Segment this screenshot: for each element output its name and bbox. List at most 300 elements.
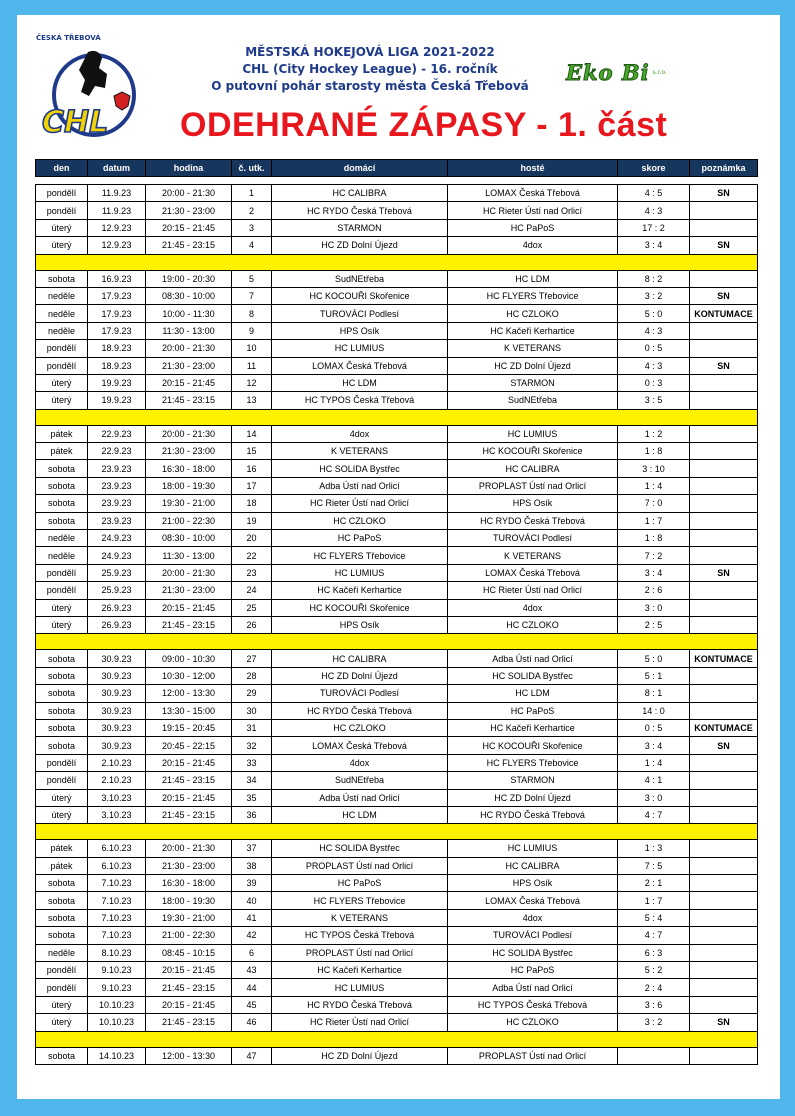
cell-note (690, 754, 758, 771)
cell-note (690, 270, 758, 287)
cell-day: pondělí (36, 185, 88, 202)
column-header-away: hosté (448, 160, 618, 177)
cell-note (690, 789, 758, 806)
cell-away-team: HC CZLOKO (448, 1014, 618, 1031)
cell-match-number: 10 (232, 340, 272, 357)
cell-date: 16.9.23 (88, 270, 146, 287)
cell-match-number: 39 (232, 875, 272, 892)
cell-note (690, 979, 758, 996)
cell-home-team: HC Kačeři Kerhartice (272, 582, 448, 599)
cell-away-team: HC KOCOUŘI Skořenice (448, 443, 618, 460)
column-header-day: den (36, 160, 88, 177)
cell-day: sobota (36, 1047, 88, 1064)
cell-home-team: HC FLYERS Třebovice (272, 547, 448, 564)
column-header-time: hodina (146, 160, 232, 177)
cell-date: 6.10.23 (88, 857, 146, 874)
cell-date: 22.9.23 (88, 443, 146, 460)
table-spacer-row (36, 177, 758, 185)
cell-away-team: LOMAX Česká Třebová (448, 185, 618, 202)
cell-away-team: 4dox (448, 599, 618, 616)
cell-score: 1 : 3 (618, 840, 690, 857)
cell-time: 21:30 - 23:00 (146, 582, 232, 599)
cell-note: SN (690, 237, 758, 254)
cell-away-team: 4dox (448, 237, 618, 254)
table-header-row (36, 160, 758, 177)
table-row (36, 305, 758, 322)
cell-away-team: HC ZD Dolní Újezd (448, 789, 618, 806)
cell-day: sobota (36, 737, 88, 754)
cell-time: 11:30 - 13:00 (146, 322, 232, 339)
cell-home-team: HC CALIBRA (272, 650, 448, 667)
cell-away-team: HC PaPoS (448, 962, 618, 979)
table-row (36, 374, 758, 391)
cell-day: sobota (36, 270, 88, 287)
cell-time: 21:30 - 23:00 (146, 202, 232, 219)
cell-score: 1 : 8 (618, 443, 690, 460)
cell-home-team: HC PaPoS (272, 875, 448, 892)
cell-time: 20:00 - 21:30 (146, 564, 232, 581)
cell-day: úterý (36, 237, 88, 254)
cell-day: sobota (36, 667, 88, 684)
cell-home-team: LOMAX Česká Třebová (272, 737, 448, 754)
cell-date: 23.9.23 (88, 477, 146, 494)
cell-home-team: HC RYDO Česká Třebová (272, 996, 448, 1013)
cell-match-number: 11 (232, 357, 272, 374)
cell-score: 1 : 7 (618, 892, 690, 909)
cell-home-team: HC PaPoS (272, 530, 448, 547)
cell-note (690, 927, 758, 944)
cell-score: 1 : 2 (618, 425, 690, 442)
cell-date: 24.9.23 (88, 547, 146, 564)
cell-time: 21:45 - 23:15 (146, 237, 232, 254)
cell-day: pátek (36, 840, 88, 857)
cell-note (690, 599, 758, 616)
table-row (36, 737, 758, 754)
cell-note (690, 962, 758, 979)
cell-score: 2 : 4 (618, 979, 690, 996)
cell-away-team: HC CZLOKO (448, 305, 618, 322)
cell-time: 21:00 - 22:30 (146, 927, 232, 944)
cell-home-team: HPS Osík (272, 322, 448, 339)
table-row (36, 857, 758, 874)
cell-day: neděle (36, 944, 88, 961)
cell-away-team: HC LDM (448, 685, 618, 702)
cell-note (690, 340, 758, 357)
cell-note (690, 477, 758, 494)
cell-time: 21:30 - 23:00 (146, 857, 232, 874)
cell-match-number: 44 (232, 979, 272, 996)
cell-home-team: HC LDM (272, 374, 448, 391)
cell-away-team: LOMAX Česká Třebová (448, 892, 618, 909)
cell-note: KONTUMACE (690, 650, 758, 667)
table-row (36, 1014, 758, 1031)
cell-score: 4 : 7 (618, 927, 690, 944)
cell-away-team: 4dox (448, 909, 618, 926)
cell-home-team: HC LUMIUS (272, 564, 448, 581)
cell-date: 30.9.23 (88, 650, 146, 667)
cell-match-number: 14 (232, 425, 272, 442)
table-row (36, 650, 758, 667)
table-row (36, 237, 758, 254)
cell-day: sobota (36, 909, 88, 926)
table-row (36, 392, 758, 409)
cell-match-number: 26 (232, 616, 272, 633)
cell-match-number: 34 (232, 772, 272, 789)
cell-away-team: HC Rieter Ústí nad Orlicí (448, 202, 618, 219)
table-row (36, 702, 758, 719)
cell-day: sobota (36, 512, 88, 529)
cell-day: neděle (36, 287, 88, 304)
cell-note (690, 495, 758, 512)
column-header-match-number: č. utk. (232, 160, 272, 177)
cell-score: 3 : 5 (618, 392, 690, 409)
cell-note: SN (690, 287, 758, 304)
cell-time: 20:15 - 21:45 (146, 754, 232, 771)
cell-score: 3 : 4 (618, 237, 690, 254)
cell-match-number: 46 (232, 1014, 272, 1031)
cell-away-team: HC PaPoS (448, 702, 618, 719)
cell-away-team: HC SOLIDA Bystřec (448, 944, 618, 961)
cell-day: sobota (36, 927, 88, 944)
cell-note (690, 322, 758, 339)
cell-note: KONTUMACE (690, 719, 758, 736)
cell-date: 17.9.23 (88, 305, 146, 322)
cell-home-team: SudNEtřeba (272, 270, 448, 287)
cell-note: KONTUMACE (690, 305, 758, 322)
table-row (36, 202, 758, 219)
cell-match-number: 41 (232, 909, 272, 926)
cell-away-team: HC PaPoS (448, 219, 618, 236)
cell-score: 3 : 0 (618, 599, 690, 616)
cell-date: 26.9.23 (88, 599, 146, 616)
cell-score: 4 : 5 (618, 185, 690, 202)
cell-match-number: 12 (232, 374, 272, 391)
cell-score: 4 : 3 (618, 357, 690, 374)
cell-match-number: 15 (232, 443, 272, 460)
cell-time: 20:15 - 21:45 (146, 962, 232, 979)
cell-away-team: K VETERANS (448, 547, 618, 564)
cell-match-number: 25 (232, 599, 272, 616)
sponsor-logo (566, 60, 716, 90)
cell-score: 4 : 1 (618, 772, 690, 789)
cell-day: sobota (36, 892, 88, 909)
cell-note (690, 460, 758, 477)
round-separator-row (36, 409, 758, 425)
cell-match-number: 22 (232, 547, 272, 564)
cell-date: 7.10.23 (88, 875, 146, 892)
cell-day: úterý (36, 616, 88, 633)
cell-home-team: SudNEtřeba (272, 772, 448, 789)
cell-time: 21:45 - 23:15 (146, 616, 232, 633)
cell-home-team: Adba Ústí nad Orlicí (272, 477, 448, 494)
cell-match-number: 33 (232, 754, 272, 771)
cell-home-team: HC CALIBRA (272, 185, 448, 202)
table-row (36, 287, 758, 304)
table-row (36, 460, 758, 477)
cell-day: pondělí (36, 357, 88, 374)
cell-score: 2 : 1 (618, 875, 690, 892)
cell-score: 3 : 4 (618, 737, 690, 754)
cell-home-team: HC Rieter Ústí nad Orlicí (272, 495, 448, 512)
cell-home-team: HC KOCOUŘI Skořenice (272, 287, 448, 304)
cell-note (690, 772, 758, 789)
cell-match-number: 16 (232, 460, 272, 477)
table-row (36, 840, 758, 857)
cell-match-number: 35 (232, 789, 272, 806)
logo-ring-text: ČESKÁ TŘEBOVÁ (36, 34, 101, 42)
cell-day: neděle (36, 305, 88, 322)
cell-date: 7.10.23 (88, 892, 146, 909)
cell-date: 10.10.23 (88, 1014, 146, 1031)
cell-score: 2 : 6 (618, 582, 690, 599)
cell-time: 20:15 - 21:45 (146, 996, 232, 1013)
league-header (190, 44, 550, 95)
cell-note (690, 909, 758, 926)
cell-match-number: 7 (232, 287, 272, 304)
table-row (36, 927, 758, 944)
cell-day: úterý (36, 219, 88, 236)
cell-away-team: K VETERANS (448, 340, 618, 357)
cell-home-team: TUROVÁCI Podlesí (272, 685, 448, 702)
cell-note (690, 374, 758, 391)
cell-time: 08:30 - 10:00 (146, 287, 232, 304)
table-row (36, 582, 758, 599)
cell-match-number: 3 (232, 219, 272, 236)
cell-date: 17.9.23 (88, 287, 146, 304)
cell-score: 3 : 0 (618, 789, 690, 806)
cell-date: 9.10.23 (88, 979, 146, 996)
cell-date: 25.9.23 (88, 564, 146, 581)
cell-day: pátek (36, 425, 88, 442)
cell-score: 1 : 4 (618, 477, 690, 494)
cell-away-team: Adba Ústí nad Orlicí (448, 979, 618, 996)
cell-match-number: 27 (232, 650, 272, 667)
cell-match-number: 1 (232, 185, 272, 202)
cell-time: 10:30 - 12:00 (146, 667, 232, 684)
cell-date: 2.10.23 (88, 754, 146, 771)
cell-match-number: 2 (232, 202, 272, 219)
cell-away-team: HC CALIBRA (448, 460, 618, 477)
cell-date: 22.9.23 (88, 425, 146, 442)
table-row (36, 962, 758, 979)
cell-time: 16:30 - 18:00 (146, 875, 232, 892)
cell-away-team: HC ZD Dolní Újezd (448, 357, 618, 374)
league-name: MĚSTSKÁ HOKEJOVÁ LIGA 2021-2022 (245, 45, 495, 59)
cell-date: 17.9.23 (88, 322, 146, 339)
cell-home-team: HC TYPOS Česká Třebová (272, 927, 448, 944)
cell-note: SN (690, 185, 758, 202)
cell-home-team: K VETERANS (272, 909, 448, 926)
cell-away-team: HPS Osík (448, 495, 618, 512)
cell-day: neděle (36, 322, 88, 339)
cell-away-team: PROPLAST Ústí nad Orlicí (448, 1047, 618, 1064)
cell-away-team: HC LDM (448, 270, 618, 287)
cell-time: 21:30 - 23:00 (146, 443, 232, 460)
cell-match-number: 24 (232, 582, 272, 599)
cell-time: 20:15 - 21:45 (146, 789, 232, 806)
cell-day: sobota (36, 875, 88, 892)
cell-note (690, 996, 758, 1013)
cell-date: 23.9.23 (88, 495, 146, 512)
cell-date: 23.9.23 (88, 512, 146, 529)
cell-score: 7 : 5 (618, 857, 690, 874)
cell-score: 5 : 0 (618, 305, 690, 322)
separator-cell (36, 824, 758, 840)
cell-score: 7 : 0 (618, 495, 690, 512)
cell-note (690, 202, 758, 219)
table-row (36, 270, 758, 287)
separator-cell (36, 1031, 758, 1047)
cell-date: 19.9.23 (88, 392, 146, 409)
cell-home-team: LOMAX Česká Třebová (272, 357, 448, 374)
table-row (36, 754, 758, 771)
cell-date: 25.9.23 (88, 582, 146, 599)
results-table (35, 159, 758, 1065)
cell-day: úterý (36, 789, 88, 806)
cell-home-team: TUROVÁCI Podlesí (272, 305, 448, 322)
cell-day: pátek (36, 443, 88, 460)
cell-note (690, 857, 758, 874)
cell-note (690, 1047, 758, 1064)
cell-home-team: STARMON (272, 219, 448, 236)
table-row (36, 944, 758, 961)
cell-away-team: HC FLYERS Třebovice (448, 287, 618, 304)
cell-home-team: PROPLAST Ústí nad Orlicí (272, 944, 448, 961)
cell-score: 3 : 2 (618, 287, 690, 304)
table-row (36, 979, 758, 996)
cell-home-team: HPS Osík (272, 616, 448, 633)
cell-time: 19:30 - 21:00 (146, 909, 232, 926)
cell-away-team: SudNEtřeba (448, 392, 618, 409)
table-row (36, 806, 758, 823)
cell-score: 4 : 7 (618, 806, 690, 823)
cell-away-team: HC Kačeři Kerhartice (448, 322, 618, 339)
cell-match-number: 5 (232, 270, 272, 287)
cell-away-team: HC RYDO Česká Třebová (448, 806, 618, 823)
separator-cell (36, 254, 758, 270)
cell-time: 19:30 - 21:00 (146, 495, 232, 512)
cell-score: 5 : 0 (618, 650, 690, 667)
cell-score: 5 : 4 (618, 909, 690, 926)
cell-match-number: 6 (232, 944, 272, 961)
cell-match-number: 31 (232, 719, 272, 736)
league-trophy: O putovní pohár starosty města Česká Třebová (211, 79, 529, 93)
cell-note (690, 685, 758, 702)
cell-date: 9.10.23 (88, 962, 146, 979)
cell-score: 1 : 7 (618, 512, 690, 529)
cell-note (690, 875, 758, 892)
cell-time: 13:30 - 15:00 (146, 702, 232, 719)
cell-home-team: PROPLAST Ústí nad Orlicí (272, 857, 448, 874)
cell-day: úterý (36, 599, 88, 616)
league-season: CHL (City Hockey League) - 16. ročník (242, 62, 498, 76)
cell-time: 18:00 - 19:30 (146, 477, 232, 494)
cell-match-number: 18 (232, 495, 272, 512)
table-row (36, 599, 758, 616)
cell-score: 1 : 8 (618, 530, 690, 547)
cell-score: 7 : 2 (618, 547, 690, 564)
cell-note (690, 530, 758, 547)
cell-home-team: HC ZD Dolní Újezd (272, 1047, 448, 1064)
cell-match-number: 45 (232, 996, 272, 1013)
cell-note (690, 219, 758, 236)
cell-note: SN (690, 737, 758, 754)
cell-score: 17 : 2 (618, 219, 690, 236)
cell-away-team: PROPLAST Ústí nad Orlicí (448, 477, 618, 494)
cell-away-team: HC FLYERS Třebovice (448, 754, 618, 771)
cell-home-team: 4dox (272, 754, 448, 771)
cell-home-team: HC Rieter Ústí nad Orlicí (272, 1014, 448, 1031)
cell-score: 4 : 3 (618, 322, 690, 339)
separator-cell (36, 409, 758, 425)
cell-time: 11:30 - 13:00 (146, 547, 232, 564)
cell-date: 3.10.23 (88, 789, 146, 806)
cell-time: 18:00 - 19:30 (146, 892, 232, 909)
column-header-date: datum (88, 160, 146, 177)
cell-day: sobota (36, 719, 88, 736)
table-row (36, 547, 758, 564)
cell-away-team: HC Rieter Ústí nad Orlicí (448, 582, 618, 599)
cell-note: SN (690, 1014, 758, 1031)
cell-day: pondělí (36, 582, 88, 599)
cell-day: neděle (36, 547, 88, 564)
cell-score: 3 : 6 (618, 996, 690, 1013)
cell-day: pondělí (36, 772, 88, 789)
cell-note (690, 512, 758, 529)
cell-note (690, 616, 758, 633)
cell-time: 21:00 - 22:30 (146, 512, 232, 529)
cell-time: 21:45 - 23:15 (146, 1014, 232, 1031)
cell-away-team: Adba Ústí nad Orlicí (448, 650, 618, 667)
cell-home-team: HC TYPOS Česká Třebová (272, 392, 448, 409)
cell-date: 11.9.23 (88, 185, 146, 202)
separator-cell (36, 634, 758, 650)
cell-time: 08:45 - 10:15 (146, 944, 232, 961)
cell-score: 8 : 1 (618, 685, 690, 702)
table-row (36, 185, 758, 202)
table-row (36, 512, 758, 529)
cell-score: 0 : 5 (618, 719, 690, 736)
cell-score (618, 1047, 690, 1064)
sponsor-name: Eko Bi (566, 60, 650, 85)
cell-home-team: HC ZD Dolní Újezd (272, 237, 448, 254)
cell-day: sobota (36, 477, 88, 494)
cell-score: 3 : 4 (618, 564, 690, 581)
cell-match-number: 20 (232, 530, 272, 547)
cell-away-team: HC Kačeři Kerhartice (448, 719, 618, 736)
cell-time: 10:00 - 11:30 (146, 305, 232, 322)
cell-away-team: HC TYPOS Česká Třebová (448, 996, 618, 1013)
cell-note: SN (690, 357, 758, 374)
cell-note (690, 840, 758, 857)
cell-time: 12:00 - 13:30 (146, 1047, 232, 1064)
cell-time: 20:15 - 21:45 (146, 599, 232, 616)
table-row (36, 530, 758, 547)
cell-date: 12.9.23 (88, 219, 146, 236)
cell-date: 24.9.23 (88, 530, 146, 547)
cell-date: 7.10.23 (88, 909, 146, 926)
table-row (36, 616, 758, 633)
column-header-note: poznámka (690, 160, 758, 177)
table-row (36, 996, 758, 1013)
cell-date: 12.9.23 (88, 237, 146, 254)
cell-day: pátek (36, 857, 88, 874)
table-row (36, 564, 758, 581)
cell-time: 21:30 - 23:00 (146, 357, 232, 374)
cell-note (690, 892, 758, 909)
cell-away-team: STARMON (448, 374, 618, 391)
cell-day: pondělí (36, 979, 88, 996)
